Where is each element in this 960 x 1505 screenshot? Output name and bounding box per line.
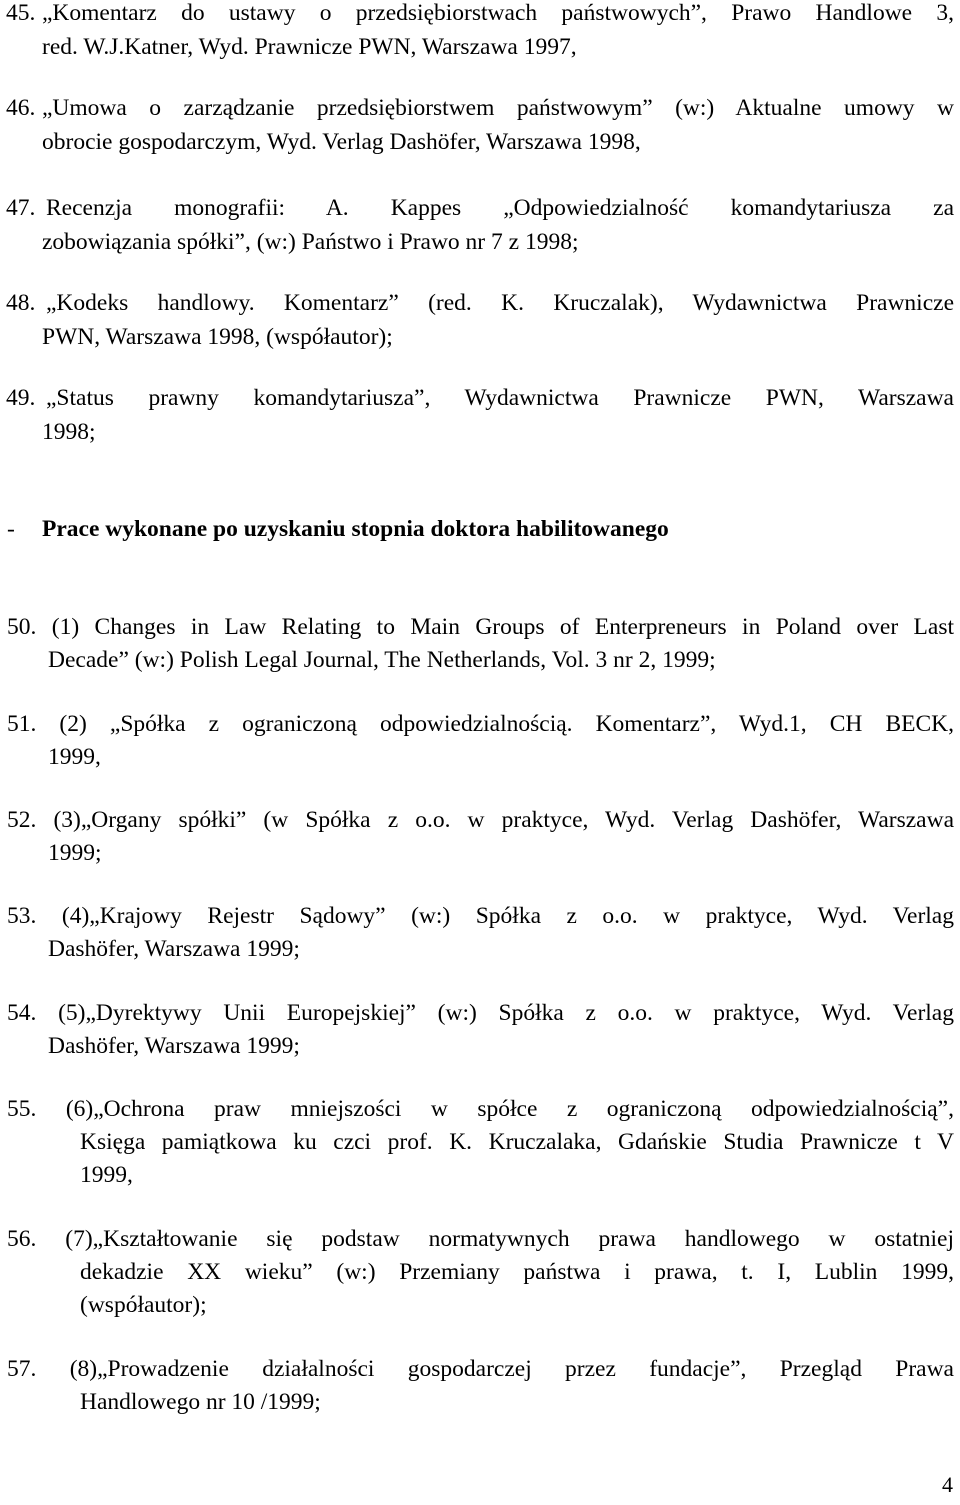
entry-text-line: 53. (4)„Krajowy Rejestr Sądowy” (w:) Spółka z o.o. w praktyce, Wyd. Verlag: [7, 903, 954, 929]
entry-number: 47.: [6, 195, 36, 221]
entry-text-line: 50. (1) Changes in Law Relating to Main Groups of Enterpreneurs in Poland over Last: [7, 614, 954, 640]
entry-number: 46.: [6, 95, 36, 121]
entry-text-line: 1999;: [48, 840, 102, 866]
entry-text-line: Recenzja monografii: A. Kappes „Odpowiedzialność komandytariusza za: [46, 195, 954, 221]
entry-text-line: „Umowa o zarządzanie przedsiębiorstwem państwowym” (w:) Aktualne umowy w: [42, 95, 954, 121]
entry-text-line: „Kodeks handlowy. Komentarz” (red. K. Kruczalak), Wydawnictwa Prawnicze: [46, 290, 954, 316]
entry-text-line: Księga pamiątkowa ku czci prof. K. Kruczalaka, Gdańskie Studia Prawnicze t V: [80, 1129, 954, 1155]
entry-text-line: Handlowego nr 10 /1999;: [80, 1389, 321, 1415]
entry-text-line: 54. (5)„Dyrektywy Unii Europejskiej” (w:) Spółka z o.o. w praktyce, Wyd. Verlag: [7, 1000, 954, 1026]
entry-text-line: 55. (6)„Ochrona praw mniejszości w spółce z ograniczoną odpowiedzialnością”,: [7, 1096, 954, 1122]
heading-dash: -: [7, 516, 15, 542]
entry-text-line: zobowiązania spółki”, (w:) Państwo i Prawo nr 7 z 1998;: [42, 229, 579, 255]
entry-text-line: 1999,: [48, 744, 101, 770]
entry-text-line: 52. (3)„Organy spółki” (w Spółka z o.o. w praktyce, Wyd. Verlag Dashöfer, Warszawa: [7, 807, 954, 833]
entry-text-line: 56. (7)„Kształtowanie się podstaw normatywnych prawa handlowego w ostatniej: [7, 1226, 954, 1252]
entry-text-line: 51. (2) „Spółka z ograniczoną odpowiedzialnością. Komentarz”, Wyd.1, CH BECK,: [7, 711, 954, 737]
page-number: 4: [942, 1472, 953, 1497]
entry-text-line: 1998;: [42, 419, 96, 445]
entry-text-line: PWN, Warszawa 1998, (współautor);: [42, 324, 393, 350]
entry-text-line: red. W.J.Katner, Wyd. Prawnicze PWN, Warszawa 1997,: [42, 34, 577, 60]
entry-number: 49.: [6, 385, 36, 411]
entry-text-line: 57. (8)„Prowadzenie działalności gospodarczej przez fundacje”, Przegląd Prawa: [7, 1356, 954, 1382]
entry-number: 48.: [6, 290, 36, 316]
entry-text-line: dekadzie XX wieku” (w:) Przemiany państwa i prawa, t. I, Lublin 1999,: [80, 1259, 954, 1285]
heading-text: Prace wykonane po uzyskaniu stopnia doktora habilitowanego: [42, 516, 669, 542]
entry-text-line: (współautor);: [80, 1292, 207, 1318]
entry-text-line: „Komentarz do ustawy o przedsiębiorstwach państwowych”, Prawo Handlowe 3,: [42, 0, 954, 26]
entry-text-line: Dashöfer, Warszawa 1999;: [48, 1033, 300, 1059]
entry-text-line: „Status prawny komandytariusza”, Wydawnictwa Prawnicze PWN, Warszawa: [46, 385, 954, 411]
entry-text-line: obrocie gospodarczym, Wyd. Verlag Dashöfer, Warszawa 1998,: [42, 129, 641, 155]
entry-text-line: 1999,: [80, 1162, 133, 1188]
entry-number: 45.: [6, 0, 36, 26]
entry-text-line: Dashöfer, Warszawa 1999;: [48, 936, 300, 962]
entry-text-line: Decade” (w:) Polish Legal Journal, The Netherlands, Vol. 3 nr 2, 1999;: [48, 647, 716, 673]
